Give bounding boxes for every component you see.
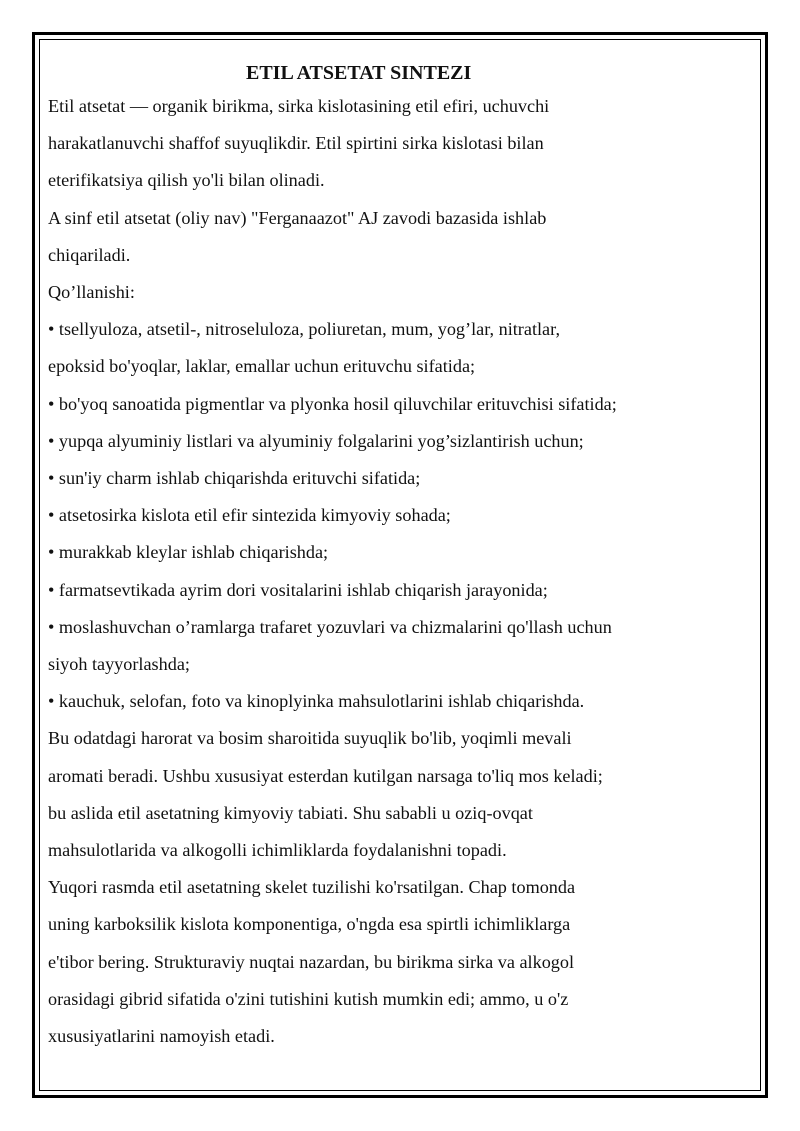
text-line: Etil atsetat — organik birikma, sirka kislotasining etil efiri, uchuvchi — [48, 96, 550, 116]
text-line: orasidagi gibrid sifatida o'zini tutishini kutish mumkin edi; ammo, u o'z — [48, 988, 569, 1009]
text-lines — [48, 88, 740, 1055]
bullet-item: • bo'yoq sanoatida pigmentlar va plyonka hosil qiluvchilar erituvchisi sifatida; — [48, 393, 617, 414]
bullet-item: • murakkab kleylar ishlab chiqarishda; — [48, 542, 329, 563]
bullet-item: • moslashuvchan o’ramlarga trafaret yozuvlari va chizmalarini qo'llash uchun — [48, 616, 612, 637]
bullet-item: • atsetosirka kislota etil efir sintezida kimyoviy sohada; — [48, 505, 451, 526]
text-line: xususiyatlarini namoyish etadi. — [48, 1026, 275, 1047]
text-line: Bu odatdagi harorat va bosim sharoitida suyuqlik bo'lib, yoqimli mevali — [48, 728, 572, 749]
bullet-item: • sun'iy charm ishlab chiqarishda erituvchi sifatida; — [48, 468, 421, 489]
text-line: uning karboksilik kislota komponentiga, o'ngda esa spirtli ichimliklarga — [48, 914, 571, 935]
text-line: A sinf etil atsetat (oliy nav) "Ferganaazot" AJ zavodi bazasida ishlab — [48, 207, 547, 228]
text-line: chiqariladi. — [48, 244, 131, 265]
section-heading: Qo’llanishi: — [48, 282, 135, 303]
document-title: ETIL ATSETAT SINTEZI — [246, 62, 472, 84]
bullet-item: • tsellyuloza, atsetil-, nitroseluloza, poliuretan, mum, yog’lar, nitratlar, — [48, 319, 560, 340]
text-line: e'tibor bering. Strukturaviy nuqtai nazardan, bu birikma sirka va alkogol — [48, 951, 575, 972]
document-body — [48, 58, 740, 1055]
bullet-item: • yupqa alyuminiy listlari va alyuminiy folgalarini yog’sizlantirish uchun; — [48, 430, 584, 451]
bullet-item: • farmatsevtikada ayrim dori vositalarini ishlab chiqarish jarayonida; — [48, 579, 548, 600]
text-line: bu aslida etil asetatning kimyoviy tabiati. Shu sababli u oziq-ovqat — [48, 802, 533, 823]
text-line: mahsulotlarida va alkogolli ichimliklarda foydalanishni topadi. — [48, 840, 507, 861]
text-line: Yuqori rasmda etil asetatning skelet tuzilishi ko'rsatilgan. Chap tomonda — [48, 877, 576, 898]
text-line: eterifikatsiya qilish yo'li bilan olinadi. — [48, 170, 325, 191]
text-line: siyoh tayyorlashda; — [48, 654, 190, 675]
bullet-item: • kauchuk, selofan, foto va kinoplyinka mahsulotlarini ishlab chiqarishda. — [48, 691, 585, 712]
text-line: harakatlanuvchi shaffof suyuqlikdir. Etil spirtini sirka kislotasi bilan — [48, 133, 544, 154]
text-line: aromati beradi. Ushbu xususiyat esterdan kutilgan narsaga to'liq mos keladi; — [48, 765, 603, 786]
text-line: epoksid bo'yoqlar, laklar, emallar uchun erituvchu sifatida; — [48, 356, 476, 377]
